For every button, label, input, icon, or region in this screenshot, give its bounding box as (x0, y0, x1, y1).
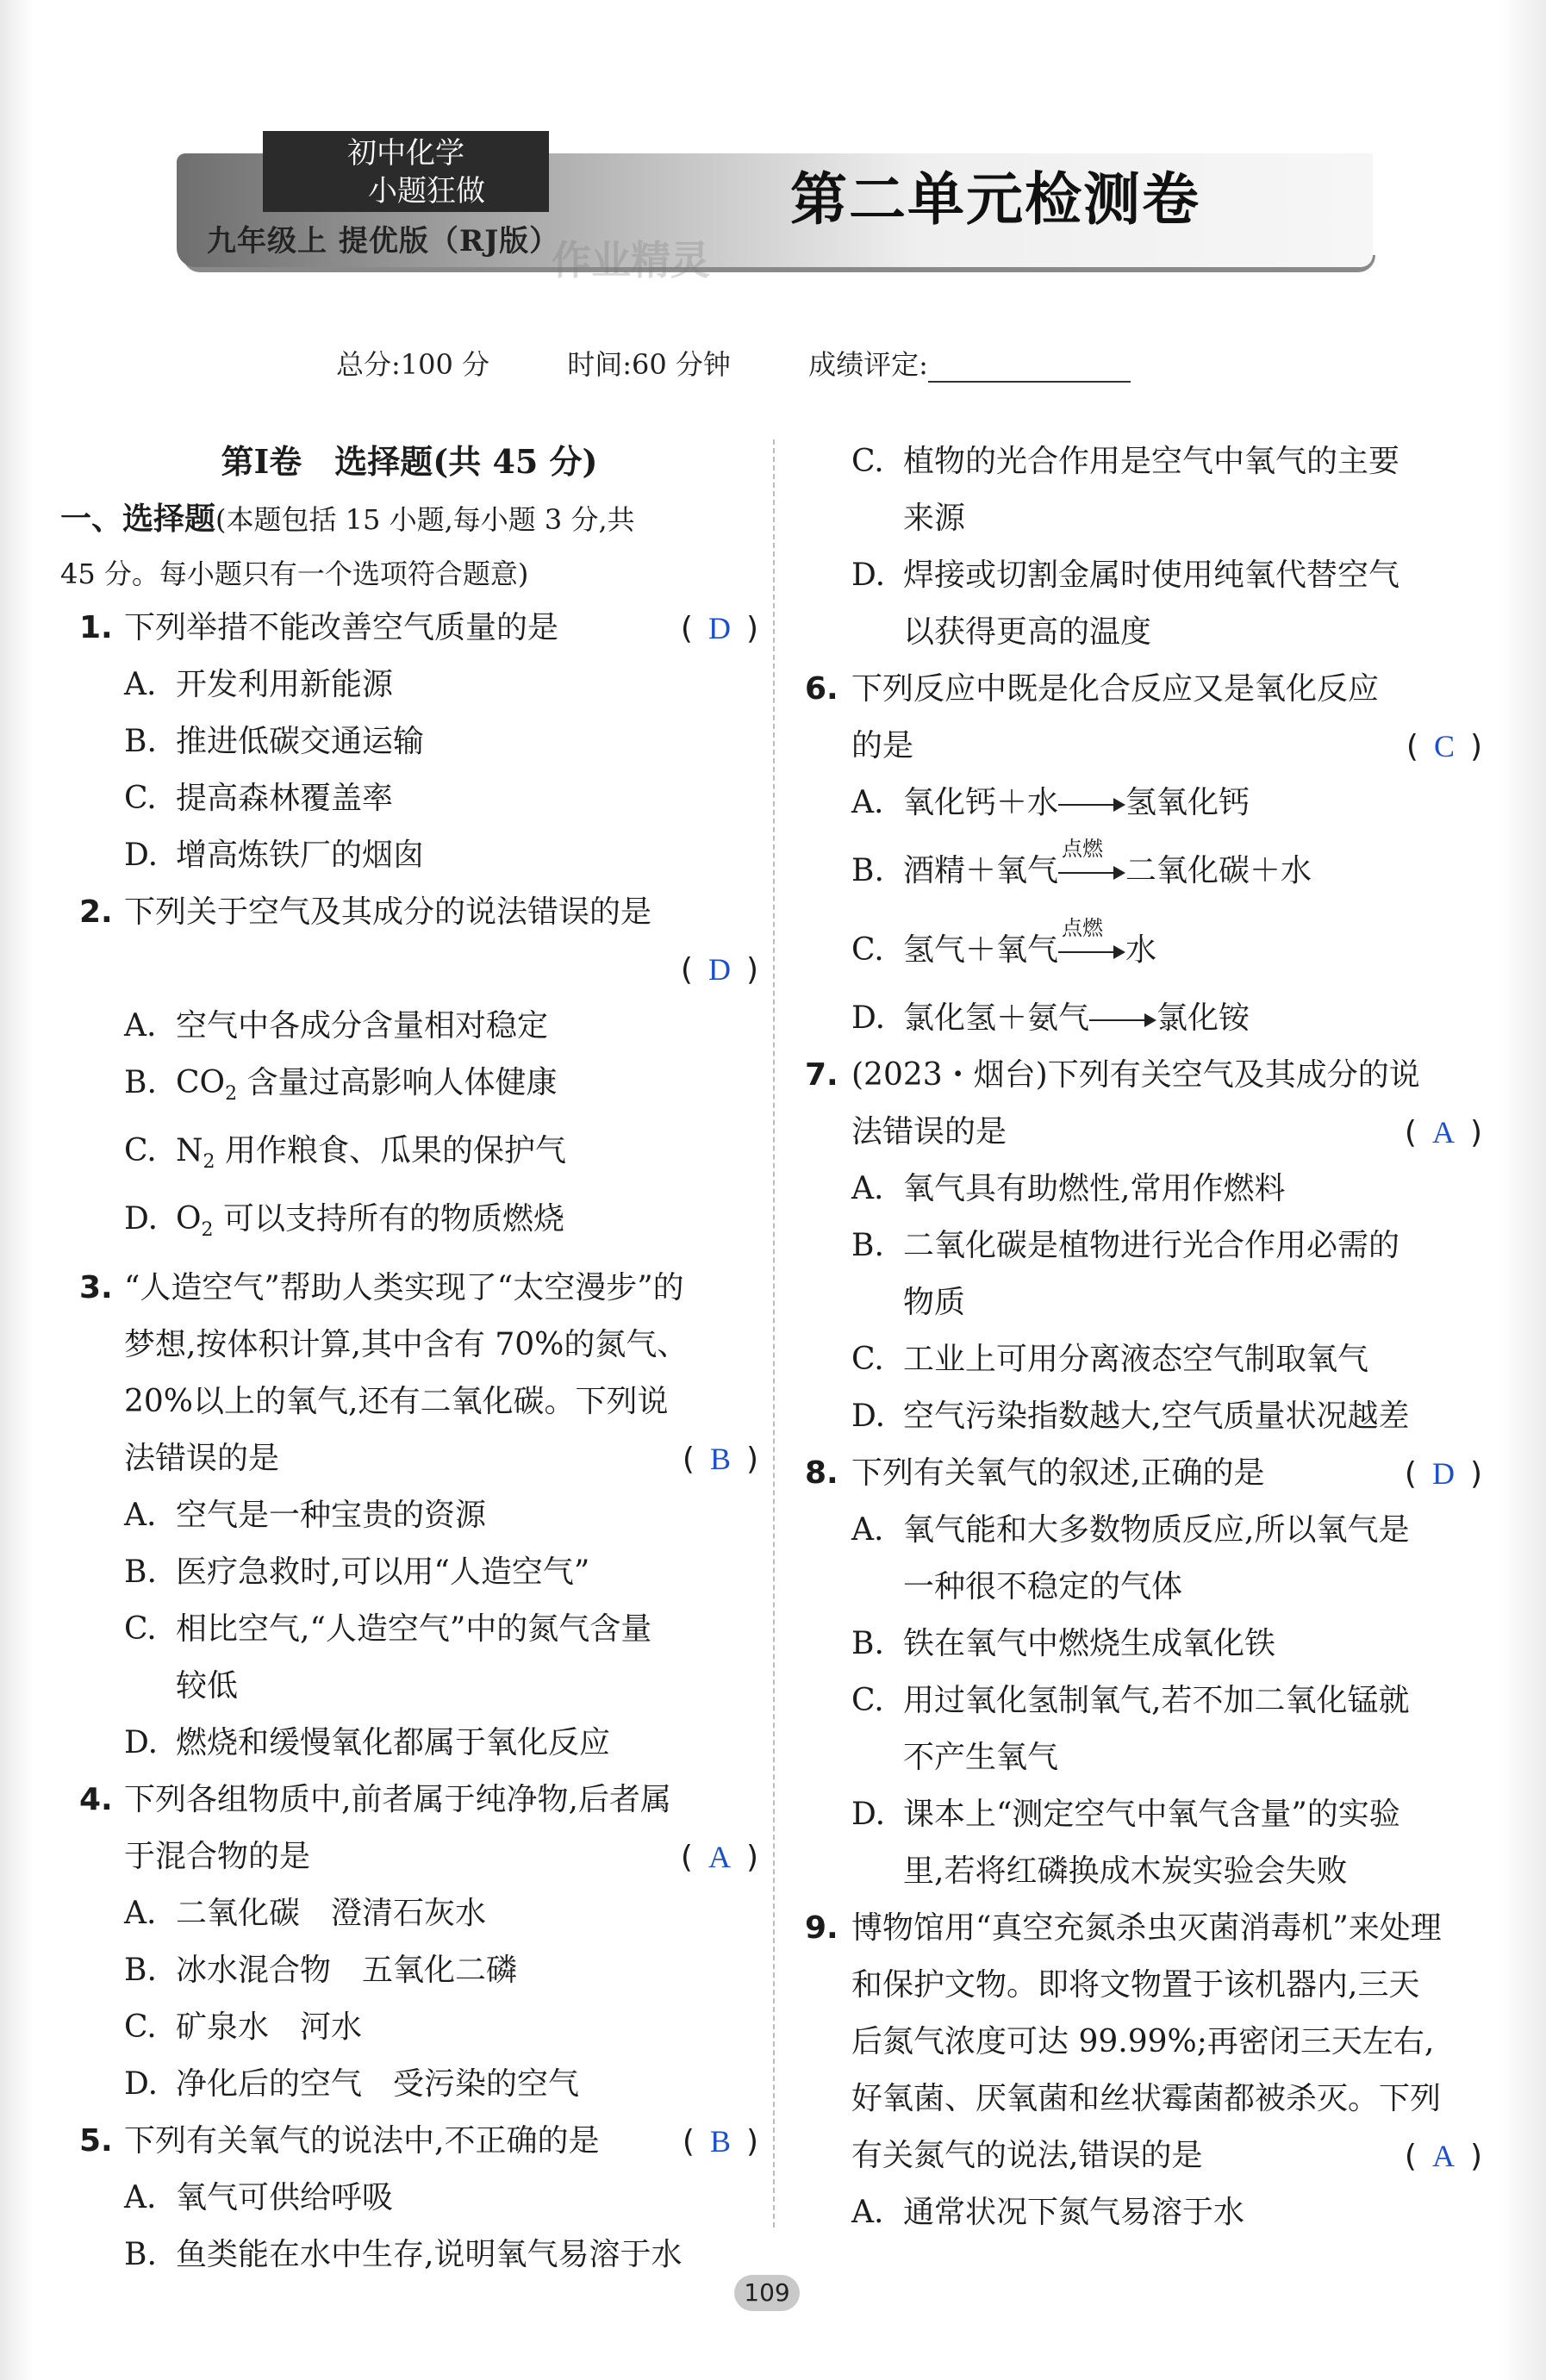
question-7 (801, 1047, 1482, 1104)
answer: ( A ) (680, 1839, 758, 1875)
answer-letter: D (1431, 1456, 1455, 1491)
option-text: 氧气能和大多数物质反应,所以氧气是 (903, 1512, 1410, 1548)
option-text: 提高森林覆盖率 (176, 781, 394, 816)
option-a: A. 氧气具有助燃性,常用作燃料 (851, 1171, 1286, 1206)
answer-letter: B (709, 2123, 731, 2159)
section-title: 第Ⅰ卷 选择题(共 45 分) (221, 442, 598, 481)
option-d: D. 空气污染指数越大,空气质量状况越差 (851, 1399, 1410, 1434)
reaction-condition: 点燃 (1062, 837, 1104, 861)
question-stem: 下列关于空气及其成分的说法错误的是 (124, 894, 652, 930)
answer: ( A ) (1404, 1115, 1482, 1150)
option-c: C. 用过氧化氢制氧气,若不加二氧化锰就 (851, 1683, 1410, 1718)
option-d: D. 氯化氢＋氨气 氯化铵 (851, 1000, 1250, 1036)
option-text: 氧气具有助燃性,常用作燃料 (903, 1171, 1286, 1206)
option-b: B. 鱼类能在水中生存,说明氧气易溶于水 (124, 2236, 683, 2272)
question-3 (60, 1260, 758, 1317)
grade-label: 九年级上 提优版（RJ版） (207, 224, 560, 259)
watermark: 作业精灵 (552, 237, 710, 283)
option-text: 用作粮食、瓜果的保护气 (224, 1133, 566, 1169)
question-4 (60, 1772, 758, 1829)
reactants: 氢气＋氧气 (903, 932, 1059, 968)
option-c: C. $N_2$ 用作粮食、瓜果的保护气 (124, 1133, 566, 1174)
question-number: 7. (805, 1057, 838, 1093)
answer-letter: B (709, 1441, 731, 1476)
option-text: 鱼类能在水中生存,说明氧气易溶于水 (176, 2236, 683, 2272)
option-text: 医疗急救时,可以用“人造空气” (176, 1554, 590, 1590)
option-b: B. 冰水混合物 五氧化二磷 (124, 1952, 518, 1988)
option-text: 空气是一种宝贵的资源 (176, 1497, 487, 1533)
answer: ( A ) (1404, 2139, 1482, 2174)
answer: ( D ) (1404, 1456, 1482, 1492)
question-stem: 博物馆用“真空充氮杀虫灭菌消毒机”来处理 (851, 1910, 1442, 1946)
question-number: 6. (805, 671, 838, 707)
option-text: 工业上可用分离液态空气制取氧气 (903, 1342, 1369, 1377)
question-1 (60, 600, 758, 657)
option-c: C. 植物的光合作用是空气中氧气的主要 (851, 444, 1400, 479)
option-c: C. 矿泉水 河水 (124, 2009, 363, 2045)
option-text: 冰水混合物 五氧化二磷 (176, 1952, 518, 1988)
question-5 (60, 2113, 758, 2170)
option-text: 用过氧化氢制氧气,若不加二氧化锰就 (903, 1683, 1410, 1718)
option-b: B. 医疗急救时,可以用“人造空气” (124, 1554, 590, 1590)
option-b: B. $CO_2$ 含量过高影响人体健康 (124, 1065, 558, 1106)
option-a: A. 二氧化碳 澄清石灰水 (124, 1895, 487, 1931)
question-stem: 法错误的是 (851, 1114, 1007, 1150)
reaction-condition: 点燃 (1062, 916, 1104, 940)
answer-letter: D (708, 952, 731, 987)
question-stem: 的是 (851, 728, 914, 763)
reaction-arrow (1058, 796, 1125, 813)
question-stem: “人造空气”帮助人类实现了“太空漫步”的 (124, 1269, 684, 1305)
question-number: 3. (79, 1269, 113, 1305)
question-stem-cont (801, 1104, 1482, 1161)
question-stem-cont (801, 718, 1482, 775)
question-stem: 下列有关氧气的叙述,正确的是 (851, 1455, 1265, 1491)
option-text-cont: 一种很不稳定的气体 (903, 1569, 1183, 1604)
products: 氯化铵 (1156, 1000, 1250, 1036)
brand-line1: 初中化学 (347, 136, 464, 171)
answer: ( B ) (682, 2123, 758, 2159)
question-9 (801, 1900, 1482, 1957)
brand-line2: 小题狂做 (368, 174, 485, 209)
option-text: 二氧化碳是植物进行光合作用必需的 (903, 1228, 1400, 1263)
option-text: 焊接或切割金属时使用纯氧代替空气 (903, 558, 1400, 593)
option-a: A. 空气中各成分含量相对稳定 (124, 1008, 549, 1044)
question-stem: 于混合物的是 (124, 1838, 311, 1874)
answer-letter: A (1431, 2139, 1455, 2173)
option-d: D. 课本上“测定空气中氧气含量”的实验 (851, 1797, 1400, 1832)
reactants: 氯化氢＋氨气 (903, 1000, 1090, 1036)
option-d: D. $O_2$ 可以支持所有的物质燃烧 (124, 1201, 564, 1242)
answer-letter: A (1431, 1115, 1455, 1150)
reaction-arrow (1058, 837, 1125, 882)
option-text: 可以支持所有的物质燃烧 (222, 1201, 564, 1237)
score-label: 成绩评定: (808, 348, 928, 381)
option-c: C. 工业上可用分离液态空气制取氧气 (851, 1342, 1369, 1377)
answer: ( D ) (680, 611, 758, 646)
question-stem-cont: 20%以上的氧气,还有二氧化碳。下列说 (124, 1383, 669, 1419)
option-c: C. 提高森林覆盖率 (124, 781, 394, 816)
question-stem-cont: 好氧菌、厌氧菌和丝状霉菌都被杀灭。下列 (851, 2081, 1442, 2116)
option-text-cont: 来源 (903, 501, 966, 536)
answer-letter: D (708, 611, 731, 645)
option-d: D. 净化后的空气 受污染的空气 (124, 2065, 580, 2102)
option-a: A. 氧气能和大多数物质反应,所以氧气是 (851, 1512, 1410, 1548)
option-d: D. 焊接或切割金属时使用纯氧代替空气 (851, 558, 1400, 593)
reaction-arrow (1089, 1012, 1156, 1029)
part-desc-2: 45 分。每小题只有一个选项符合题意) (60, 558, 529, 590)
option-text: 空气中各成分含量相对稳定 (176, 1008, 549, 1044)
question-stem: 下列反应中既是化合反应又是氧化反应 (851, 671, 1380, 707)
option-a: A. 通常状况下氮气易溶于水 (851, 2195, 1245, 2230)
option-text-cont: 以获得更高的温度 (903, 614, 1152, 650)
question-number: 5. (79, 2122, 113, 2159)
option-d: D. 增高炼铁厂的烟囱 (124, 838, 425, 873)
question-stem: (2023・烟台)下列有关空气及其成分的说 (851, 1057, 1420, 1093)
option-a: A. 氧气可供给呼吸 (124, 2179, 394, 2215)
left-column (60, 433, 758, 2283)
brand-logo (263, 131, 549, 212)
option-b: B. 推进低碳交通运输 (124, 724, 425, 759)
option-text: 植物的光合作用是空气中氧气的主要 (903, 444, 1400, 479)
question-number: 1. (79, 610, 113, 645)
reaction-arrow (1058, 916, 1125, 961)
question-stem: 下列举措不能改善空气质量的是 (124, 610, 559, 645)
column-divider (773, 439, 775, 2227)
answer: ( B ) (682, 1441, 758, 1477)
answer: ( D ) (680, 952, 758, 988)
option-text: 铁在氧气中燃烧生成氧化铁 (903, 1626, 1276, 1661)
part-heading (60, 490, 758, 548)
question-stem: 法错误的是 (124, 1440, 280, 1476)
option-text: 相比空气,“人造空气”中的氮气含量 (176, 1611, 652, 1647)
option-text: 净化后的空气 受污染的空气 (176, 2065, 580, 2102)
option-text: 空气污染指数越大,空气质量状况越差 (903, 1399, 1410, 1434)
question-number: 8. (805, 1455, 838, 1491)
question-stem-cont (60, 1829, 758, 1885)
exam-info (336, 343, 1200, 383)
option-text: 课本上“测定空气中氧气含量”的实验 (903, 1797, 1400, 1832)
option-a: A. 开发利用新能源 (124, 667, 394, 702)
question-stem: 下列有关氧气的说法中,不正确的是 (124, 2122, 600, 2159)
option-text-cont: 物质 (903, 1285, 966, 1320)
question-stem: 下列各组物质中,前者属于纯净物,后者属 (124, 1781, 671, 1817)
reactants: 酒精＋氧气 (903, 853, 1059, 888)
question-stem-cont: 后氮气浓度可达 99.99%;再密闭三天左右, (851, 2024, 1435, 2059)
question-stem-cont (60, 1430, 758, 1487)
answer-letter: A (708, 1839, 731, 1874)
products: 水 (1125, 932, 1157, 968)
option-a: A. 空气是一种宝贵的资源 (124, 1497, 487, 1533)
option-c: C. 氢气＋氧气 点燃 水 (851, 916, 1157, 968)
question-stem-cont: 和保护文物。即将文物置于该机器内,三天 (851, 1967, 1420, 2003)
question-number: 2. (79, 894, 113, 930)
right-column (801, 433, 1482, 2241)
question-stem-cont: 梦想,按体积计算,其中含有 70%的氮气、 (124, 1326, 689, 1362)
option-text: 二氧化碳 澄清石灰水 (176, 1895, 487, 1931)
question-number: 9. (805, 1910, 838, 1946)
part-title: 一、选择题 (60, 501, 216, 537)
products: 二氧化碳＋水 (1125, 853, 1312, 888)
page-title: 第二单元检测卷 (790, 166, 1200, 233)
option-text-cont: 较低 (176, 1667, 239, 1704)
question-2 (60, 884, 758, 941)
answer-letter: C (1433, 729, 1455, 763)
option-text: 矿泉水 河水 (176, 2009, 363, 2045)
option-b: B. 酒精＋氧气 点燃 二氧化碳＋水 (851, 837, 1312, 888)
option-c: C. 相比空气,“人造空气”中的氮气含量 (124, 1611, 652, 1647)
question-6 (801, 661, 1482, 718)
option-text: 增高炼铁厂的烟囱 (176, 838, 425, 873)
score-blank (928, 355, 1131, 383)
total-score: 总分:100 分 (336, 348, 490, 381)
products: 氢氧化钙 (1125, 785, 1250, 820)
option-b: B. 二氧化碳是植物进行光合作用必需的 (851, 1228, 1400, 1263)
reactants: 氧化钙＋水 (903, 785, 1059, 820)
question-stem: 有关氮气的说法,错误的是 (851, 2138, 1203, 2173)
option-text: 推进低碳交通运输 (176, 724, 425, 759)
option-b: B. 铁在氧气中燃烧生成氧化铁 (851, 1626, 1276, 1661)
page-number: 109 (734, 2275, 800, 2311)
option-a: A. 氧化钙＋水 氢氧化钙 (851, 785, 1250, 820)
question-number: 4. (79, 1781, 113, 1817)
option-text: 氧气可供给呼吸 (176, 2179, 394, 2215)
question-stem-cont (801, 2128, 1482, 2184)
option-text: 燃烧和缓慢氧化都属于氧化反应 (176, 1724, 611, 1760)
question-8 (801, 1445, 1482, 1502)
option-text: 含量过高影响人体健康 (246, 1065, 558, 1100)
option-text: 通常状况下氮气易溶于水 (903, 2195, 1245, 2230)
time-limit: 时间:60 分钟 (567, 348, 731, 381)
answer: ( C ) (1406, 729, 1482, 764)
option-text: 开发利用新能源 (176, 667, 394, 702)
option-text-cont: 不产生氧气 (903, 1740, 1059, 1775)
part-desc: (本题包括 15 小题,每小题 3 分,共 (215, 503, 635, 536)
option-d: D. 燃烧和缓慢氧化都属于氧化反应 (124, 1724, 611, 1760)
option-text-cont: 里,若将红磷换成木炭实验会失败 (903, 1854, 1348, 1889)
